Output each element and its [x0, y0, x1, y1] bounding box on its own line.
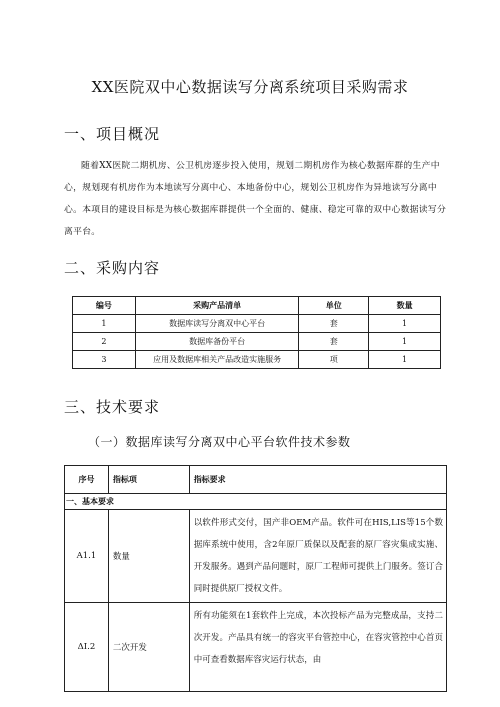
table-row [73, 333, 441, 351]
cell-unit: 套 [299, 315, 369, 333]
cell-requirement: 以软件形式交付，国产非OEM产品。软件可在HIS,LIS等15个数据库系统中使用，含2年原厂质保以及配套的原厂容灾集成实施、开发服务。遇到产品问题时，原厂工程师可提供上门服务。签订合同时提供原厂授权文件。 [189, 510, 446, 603]
header-cell-seq: 序号 [65, 466, 109, 494]
cell-number: 2 [73, 333, 136, 351]
cell-number: 3 [73, 351, 136, 369]
header-cell-quantity: 数量 [369, 297, 441, 315]
cell-product: 应用及数据库相关产品改造实施服务 [135, 351, 299, 369]
spec-group-row [65, 494, 447, 510]
cell-name: 数量 [108, 510, 189, 603]
cell-number: 1 [73, 315, 136, 333]
subsection-title: （一）数据库读写分离双中心平台软件技术参数 [88, 435, 351, 449]
cell-quantity: 1 [369, 351, 441, 369]
cell-quantity: 1 [369, 333, 441, 351]
header-cell-number: 编号 [73, 297, 136, 315]
group-label: 一、基本要求 [65, 494, 447, 510]
cell-code: A1.1 [65, 510, 109, 603]
cell-unit: 套 [299, 333, 369, 351]
header-cell-requirement: 指标要求 [189, 466, 446, 494]
spec-table [64, 465, 447, 692]
cell-quantity: 1 [369, 315, 441, 333]
procurement-table [72, 296, 441, 369]
section-heading-procurement: 二、采购内容 [64, 259, 161, 277]
header-cell-unit: 单位 [299, 297, 369, 315]
table-row [65, 603, 447, 692]
table-row [65, 510, 447, 603]
spec-header-row [65, 466, 447, 494]
overview-paragraph: 随着XX医院二期机房、公卫机房逐步投入使用，规划二期机房作为核心数据库群的生产中心，规划现有机房作为本地读写分离中心、本地备份中心，规划公卫机房作为异地读写分离中心。本项目的建设目标是为核心数据库群提供一个全面的、健康、稳定可靠的双中心数据读写分离平台。 [64, 161, 447, 237]
header-cell-item: 指标项 [108, 466, 189, 494]
cell-code: ΔI.2 [65, 603, 109, 692]
table-row [73, 351, 441, 369]
cell-product: 数据库读写分离双中心平台 [135, 315, 299, 333]
cell-name: 二次开发 [108, 603, 189, 692]
header-cell-product: 采购产品清单 [135, 297, 299, 315]
section-heading-technical: 三、技术要求 [64, 398, 161, 416]
table-header-row [73, 297, 441, 315]
table-row [73, 315, 441, 333]
section-heading-overview: 一、项目概况 [64, 125, 161, 143]
document-title: XX医院双中心数据读写分离系统项目采购需求 [91, 78, 409, 96]
cell-requirement: 所有功能须在1套软件上完成，本次投标产品为完整成品，支持二次开发。产品具有统一的容灾平台管控中心，在容灾管控中心首页中可查看数据库容灾运行状态，由 [189, 603, 446, 692]
cell-unit: 项 [299, 351, 369, 369]
cell-product: 数据库备份平台 [135, 333, 299, 351]
